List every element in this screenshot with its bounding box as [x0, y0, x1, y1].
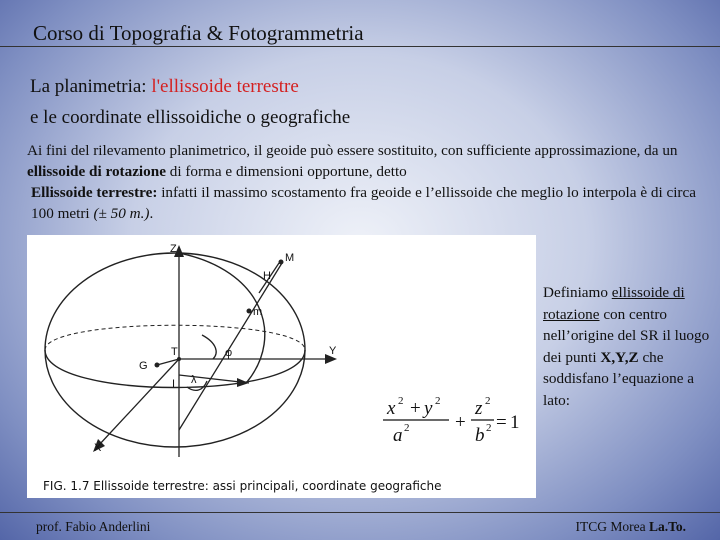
- intro-text: infatti il massimo scostamento fra geoide e l’ellissoide che meglio lo interpola è di circa 100 metri: [31, 184, 696, 222]
- point-g-icon: [155, 363, 160, 368]
- subtitle-highlight: l'ellissoide terrestre: [151, 76, 299, 97]
- ellipsoid-figure: [27, 235, 536, 498]
- intro-paragraph: [27, 140, 717, 224]
- footer-school: [575, 519, 686, 535]
- formula-plus: +: [455, 412, 466, 433]
- definition-bold: X,Y,Z: [600, 348, 639, 366]
- intro-text: di forma e dimensioni opportune, detto: [165, 163, 407, 180]
- intro-italic: (± 50 m.): [93, 205, 150, 222]
- formula-b: b: [475, 425, 485, 446]
- formula-exp: 2: [398, 395, 404, 407]
- footer-divider: [0, 512, 720, 513]
- intro-bold-term: Ellissoide terrestre:: [31, 184, 158, 201]
- definition-text: [543, 282, 713, 411]
- intro-text: Ai fini del rilevamento planimetrico, il geoide può essere sostituito, con sufficiente approssimazione, da un: [27, 142, 678, 159]
- formula-exp: 2: [404, 422, 410, 434]
- label-h: H: [263, 270, 271, 282]
- formula-x: x: [387, 398, 396, 419]
- definition-part: che soddisfano l’equazione a lato:: [543, 348, 694, 409]
- formula-one: 1: [510, 412, 520, 433]
- intro-text: .: [149, 205, 154, 222]
- footer-school-name: ITCG Morea: [575, 519, 649, 534]
- point-m-lower-icon: [247, 309, 252, 314]
- figure-caption: FIG. 1.7 Ellissoide terrestre: assi principali, coordinate geografiche: [43, 479, 442, 493]
- ellipsoid-diagram: [27, 235, 536, 498]
- definition-part: con centro nell’origine del SR il luogo dei punti: [543, 305, 710, 366]
- formula-exp: 2: [435, 395, 441, 407]
- label-x: X: [94, 442, 102, 454]
- formula-exp: 2: [485, 395, 491, 407]
- subtitle-line-1: [30, 76, 299, 98]
- formula-exp: 2: [486, 422, 492, 434]
- formula-equals: =: [496, 412, 507, 433]
- phi-arc: [202, 335, 216, 359]
- intro-sentence-1: [27, 140, 717, 182]
- intro-sentence-2: [27, 182, 717, 224]
- definition-underlined: ellissoide di rotazione: [543, 284, 685, 323]
- definition-part: Definiamo: [543, 284, 612, 301]
- label-m-upper: M: [285, 252, 295, 264]
- label-m-lower: m: [253, 306, 263, 318]
- label-i: I: [172, 378, 176, 390]
- point-m-upper-icon: [279, 260, 284, 265]
- projection-arrow-icon: [237, 378, 249, 387]
- intro-bold-term: ellissoide di rotazione: [27, 163, 166, 180]
- formula-y: y: [424, 398, 433, 419]
- formula-plus: +: [410, 398, 421, 419]
- subtitle-line-2: e le coordinate ellissoidiche o geografiche: [30, 107, 351, 128]
- footer-school-bold: La.To.: [648, 519, 686, 534]
- label-z: Z: [170, 243, 177, 255]
- label-g: G: [139, 360, 148, 372]
- footer-author: prof. Fabio Anderlini: [36, 519, 151, 534]
- label-phi: φ: [225, 347, 233, 359]
- header-title: Corso di Topografia & Fotogrammetria: [33, 21, 364, 45]
- subtitle-prefix: La planimetria:: [30, 76, 152, 97]
- formula-z: z: [475, 398, 483, 419]
- label-y: Y: [329, 345, 337, 357]
- formula-a: a: [393, 425, 403, 446]
- header-divider: [0, 46, 720, 47]
- label-lambda: λ: [191, 374, 197, 386]
- label-t: T: [171, 346, 178, 358]
